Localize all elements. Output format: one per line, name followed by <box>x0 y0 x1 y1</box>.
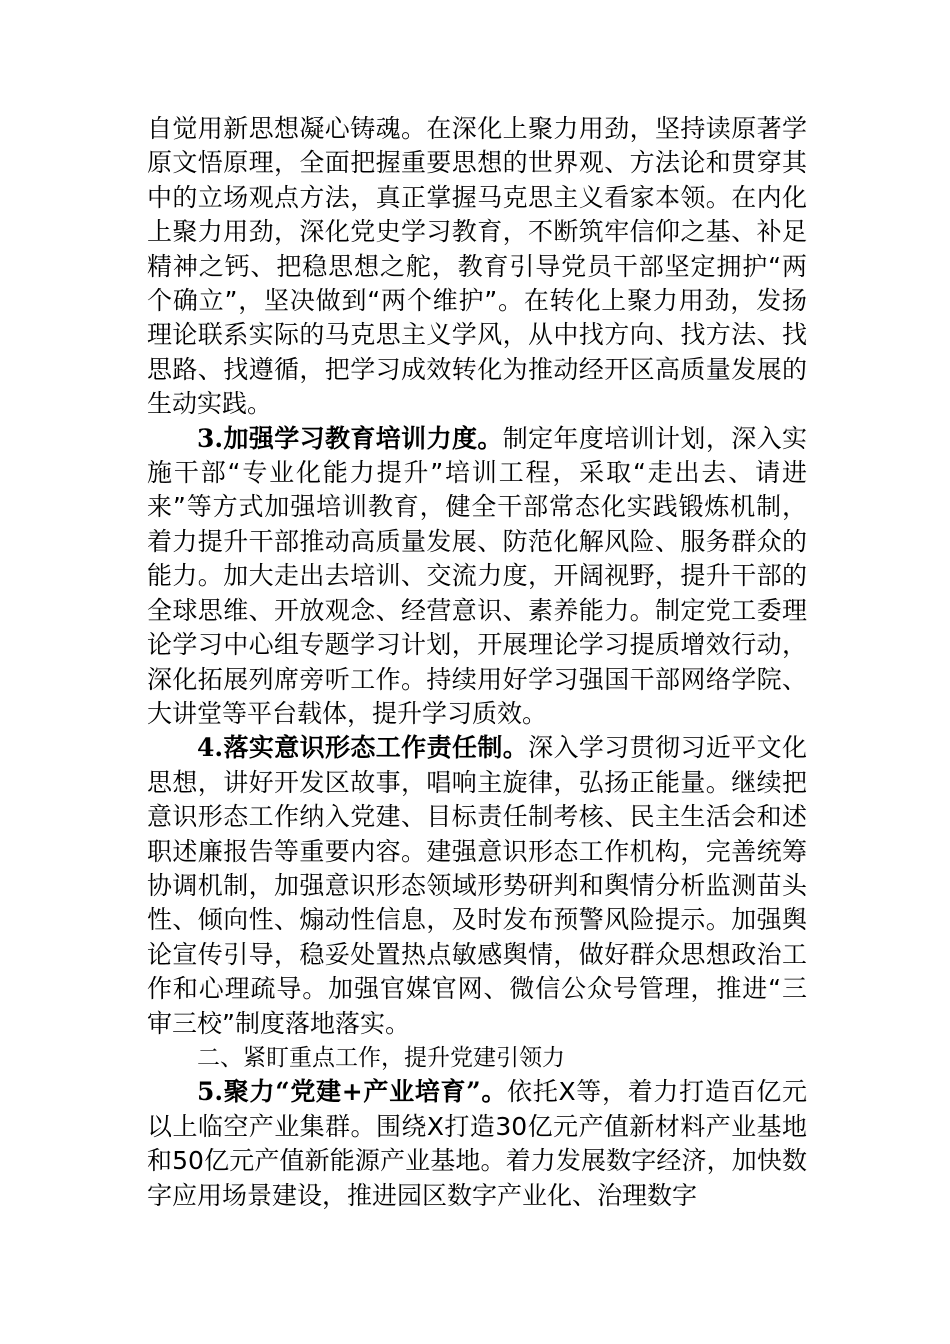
paragraph-item-3 <box>147 422 807 732</box>
document-page <box>147 112 807 1213</box>
item-heading: 3.加强学习教育培训力度。 <box>197 423 503 453</box>
paragraph-item-5 <box>147 1075 807 1213</box>
paragraph-item-4 <box>147 731 807 1041</box>
item-heading: 4.落实意识形态工作责任制。 <box>197 733 529 763</box>
item-heading: 5.聚力“党建+产业培育”。 <box>197 1077 508 1107</box>
section-heading: 二、紧盯重点工作，提升党建引领力 <box>197 1044 565 1071</box>
paragraph-text: 依托X等，着力打造百亿元以上临空产业集群。围绕X打造30亿元产值新材料产业基地和50亿元产值新能源产业基地。着力发展数字经济，加快数字应用场景建设，推进园区数字产业化、治理数字 <box>147 1077 807 1210</box>
paragraph-text: 自觉用新思想凝心铸魂。在深化上聚力用劲，坚持读原著学原文悟原理，全面把握重要思想的世界观、方法论和贯穿其中的立场观点方法，真正掌握马克思主义看家本领。在内化上聚力用劲，深化党史学习教育，不断筑牢信仰之基、补足精神之钙、把稳思想之舵，教育引导党员干部坚定拥护“两个确立”，坚决做到“两个维护”。在转化上聚力用劲，发扬理论联系实际的马克思主义学风，从中找方向、找方法、找思路、找遵循，把学习成效转化为推动经开区高质量发展的生动实践。 <box>147 114 807 419</box>
paragraph-text: 制定年度培训计划，深入实施干部“专业化能力提升”培训工程，采取“走出去、请进来”等方式加强培训教育，健全干部常态化实践锻炼机制，着力提升干部推动高质量发展、防范化解风险、服务群众的能力。加大走出去培训、交流力度，开阔视野，提升干部的全球思维、开放观念、经营意识、素养能力。制定党工委理论学习中心组专题学习计划，开展理论学习提质增效行动，深化拓展列席旁听工作。持续用好学习强国干部网络学院、大讲堂等平台载体，提升学习质效。 <box>147 423 807 728</box>
paragraph-text: 深入学习贯彻习近平文化思想，讲好开发区故事，唱响主旋律，弘扬正能量。继续把意识形态工作纳入党建、目标责任制考核、民主生活会和述职述廉报告等重要内容。建强意识形态工作机构，完善统筹协调机制，加强意识形态领域形势研判和舆情分析监测苗头性、倾向性、煽动性信息，及时发布预警风险提示。加强舆论宣传引导，稳妥处置热点敏感舆情，做好群众思想政治工作和心理疏导。加强官媒官网、微信公众号管理，推进“三审三校”制度落地落实。 <box>147 733 807 1038</box>
paragraph-intro <box>147 112 807 422</box>
